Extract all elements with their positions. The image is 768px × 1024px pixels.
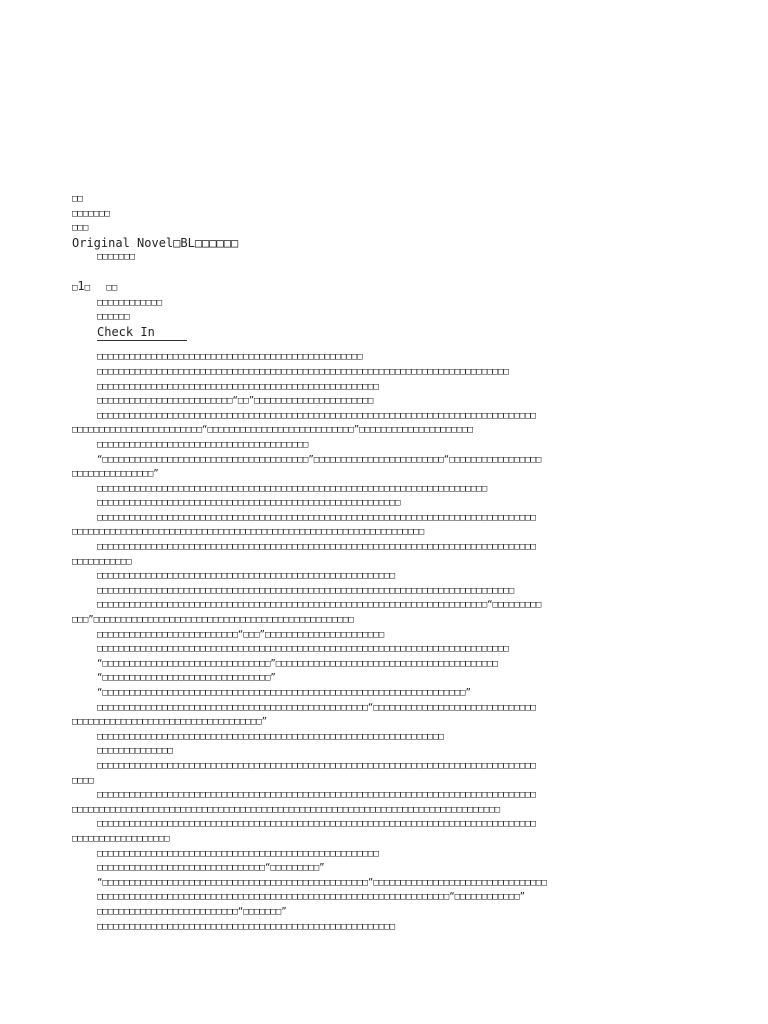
body-text xyxy=(72,350,702,934)
body-line: □□□□□□□□□□□□□□□□□□□□□□□□□□□□□□□□□□□” xyxy=(72,717,268,728)
body-line: □□□□□□□□□□□□□□□□□□□□□□□□□□□□□□□□□□□□□□□□□□□□□□□□□□□□□□□□ xyxy=(97,498,401,509)
body-line: □□□□□□□□□□□□□□□□□□□□□□□□□□□□□□□□□□□□□□□□□□□□□□□□□□“□□□□□□□□□□□□□□□□□□□□□□□□□□□□□□ xyxy=(97,702,536,713)
body-line: □□□□□□□□□□□ xyxy=(72,556,132,567)
body-line: □□□□□□□□□□□□□□□□□□□□□□□□□□□□□□□□□□□□□□□□□□□□□□□□□ xyxy=(97,352,363,363)
body-line: □□□□□□□□□□□□□□□□□□□□□□□□□□□□□□□□□□□□□□□□□□□□□□□□□□□□□□□□□□□□□□□□ xyxy=(97,731,444,742)
body-line: □□□□□□□□□□□□□□□□□□□□□□□□□□□□□□□□□□□□□□□□□□□□□□□□□□□□□□□□□□□□□□□□□□□□□□□□□□□□□□□□□ xyxy=(97,760,536,771)
front-line-5: □□□□□□□ xyxy=(97,252,135,263)
document-page xyxy=(72,192,702,934)
body-line: □□□□□□□□□□□□□□□□□□□□□□□□□□□□□□□□□□□□□□□□□□□□□□□□□□□□□□□□□□□□□□□□□□□□□□□□□□□□□□□ xyxy=(72,804,501,815)
book-title-line: Original Novel□BL□□□□□□ xyxy=(72,235,239,250)
body-line: □□□□□□□□□□□□□□□□□□□□□□□□□□□□□□□□□□□□□□□□□□□□□□□□□□□□□□□□□□□□□□□□□□□□□□□□□□□□□□□□□ xyxy=(97,819,536,830)
body-line: □□□□□□□□□□□□□□□□□□□□□□□□□□□□□□□“□□□□□□□□□” xyxy=(97,863,325,874)
chapter-prefix: □ xyxy=(72,282,78,293)
front-line-2: □□□□□□□ xyxy=(72,208,110,219)
body-line: “□□□□□□□□□□□□□□□□□□□□□□□□□□□□□□□” xyxy=(97,673,276,684)
body-line: “□□□□□□□□□□□□□□□□□□□□□□□□□□□□□□□”□□□□□□□□□□□□□□□□□□□□□□□□□□□□□□□□□□□□□□□□□ xyxy=(97,658,498,669)
body-line: “□□□□□□□□□□□□□□□□□□□□□□□□□□□□□□□□□□□□□□□□□□□□□□□□□”□□□□□□□□□□□□□□□□□□□□□□□□□□□□□□□□ xyxy=(97,877,547,888)
body-line: □□□□□□□□□□□□□□□□□□□□□□□□□□□□□□□□□□□□□□□□□□□□□□□□□□□□□□□□□□□□□□□□□□□□□□□□□□□□□□□□□ xyxy=(97,790,536,801)
front-line-3: □□□ xyxy=(72,223,89,234)
body-line: □□□□□□□□□□□□□□□□□□□□□□□□□□□□□□□□□□□□□□□□□□□□□□□□□□□□□□□ xyxy=(97,921,396,932)
chapter-subline-1: □□□□□□□□□□□□ xyxy=(97,297,163,308)
title-rule xyxy=(97,340,187,342)
body-line: □□□□□□□□□□□□□□□□□□□□□□□□□□□□□□□□□□□□□□□□□□□□□□□□□□□□□□□□□□□□□□□□□□□□□□□□□□□□□□□□□ xyxy=(97,542,536,553)
body-line: □□□□□□□□□□□□□□□□□□□□□□□□□□□□□□□□□□□□□□□ xyxy=(97,439,309,450)
body-line: □□□□□□□□□□□□□□□□□□□□□□□□□□□□□□□□□□□□□□□□□□□□□□□□□□□□□□□□□□□□□□□□□□□□□□□□□□□□□ xyxy=(97,585,515,596)
body-line: □□□□□□□□□□□□□□□□□□□□□□□□□□□□□□□□□□□□□□□□□□□□□□□□□□□□□□□□□□□□□□□□□□□□□□□□ xyxy=(97,483,488,494)
body-line: □□□□□□□□□□□□□□□□□□□□□□□□□□□□□□□□□□□□□□□□□□□□□□□□□□□□□□□□□□□□□□□□□□□□□□□□□□□□□□□□□ xyxy=(97,512,536,523)
body-line: □□□□□□□□□□□□□□□□□□□□□□□□□□“□□□”□□□□□□□□□□□□□□□□□□□□□□ xyxy=(97,629,385,640)
chapter-name: □□ xyxy=(106,282,118,293)
body-line: □□□□□□□□□□□□□□ xyxy=(97,746,173,757)
body-line: □□□□ xyxy=(72,775,94,786)
chapter-suffix: □ xyxy=(84,282,91,293)
chapter-title-english: Check In xyxy=(97,324,155,339)
body-line: □□□□□□□□□□□□□□□” xyxy=(72,469,159,480)
body-line: □□□□□□□□□□□□□□□□□□□□□□□□□“□□”□□□□□□□□□□□□□□□□□□□□□□ xyxy=(97,396,374,407)
body-line: □□□□□□□□□□□□□□□□□□□□□□□□□□□□□□□□□□□□□□□□□□□□□□□□□□□□□□□□□□□□□□□□□ xyxy=(72,527,425,538)
body-line: □□□□□□□□□□□□□□□□□□□□□□□□□□“□□□□□□□” xyxy=(97,906,287,917)
body-line: □□□”□□□□□□□□□□□□□□□□□□□□□□□□□□□□□□□□□□□□□□□□□□□□□□□□ xyxy=(72,615,354,626)
body-line: “□□□□□□□□□□□□□□□□□□□□□□□□□□□□□□□□□□□□□□□□□□□□□□□□□□□□□□□□□□□□□□□□□□□” xyxy=(97,688,471,698)
body-line: □□□□□□□□□□□□□□□□□□□□□□□□□□□□□□□□□□□□□□□□□□□□□□□□□□□□ xyxy=(97,381,379,392)
body-line: “□□□□□□□□□□□□□□□□□□□□□□□□□□□□□□□□□□□□□□”□□□□□□□□□□□□□□□□□□□□□□□□“□□□□□□□□□□□□□□□□□ xyxy=(97,454,542,465)
body-line: □□□□□□□□□□□□□□□□□□□□□□□□□□□□□□□□□□□□□□□□□□□□□□□□□□□□ xyxy=(97,848,379,859)
body-line: □□□□□□□□□□□□□□□□□□ xyxy=(72,833,170,844)
chapter-subline-2: □□□□□□ xyxy=(97,312,130,323)
body-line: □□□□□□□□□□□□□□□□□□□□□□□□□□□□□□□□□□□□□□□□□□□□□□□□□□□□□□□ xyxy=(97,571,396,582)
body-line: □□□□□□□□□□□□□□□□□□□□□□□□□□□□□□□□□□□□□□□□□□□□□□□□□□□□□□□□□□□□□□□□□“□□□□□□□□□□□□” xyxy=(97,892,526,903)
chapter-heading xyxy=(72,279,702,296)
body-line: □□□□□□□□□□□□□□□□□□□□□□□□“□□□□□□□□□□□□□□□□□□□□□□□□□□□”□□□□□□□□□□□□□□□□□□□□□ xyxy=(72,425,473,436)
chapter-number: 1 xyxy=(77,278,85,293)
body-line: □□□□□□□□□□□□□□□□□□□□□□□□□□□□□□□□□□□□□□□□□□□□□□□□□□□□□□□□□□□□□□□□□□□□□□□□□□□□ xyxy=(97,644,509,655)
body-line: □□□□□□□□□□□□□□□□□□□□□□□□□□□□□□□□□□□□□□□□□□□□□□□□□□□□□□□□□□□□□□□□□□□□□□□□□□□□□□□□□ xyxy=(97,410,536,421)
front-line-1: □□ xyxy=(72,194,83,204)
body-line: □□□□□□□□□□□□□□□□□□□□□□□□□□□□□□□□□□□□□□□□□□□□□□□□□□□□□□□□□□□□□□□□□□□□□□□□“□□□□□□□□□ xyxy=(97,600,542,611)
body-line: □□□□□□□□□□□□□□□□□□□□□□□□□□□□□□□□□□□□□□□□□□□□□□□□□□□□□□□□□□□□□□□□□□□□□□□□□□□□ xyxy=(97,366,509,377)
